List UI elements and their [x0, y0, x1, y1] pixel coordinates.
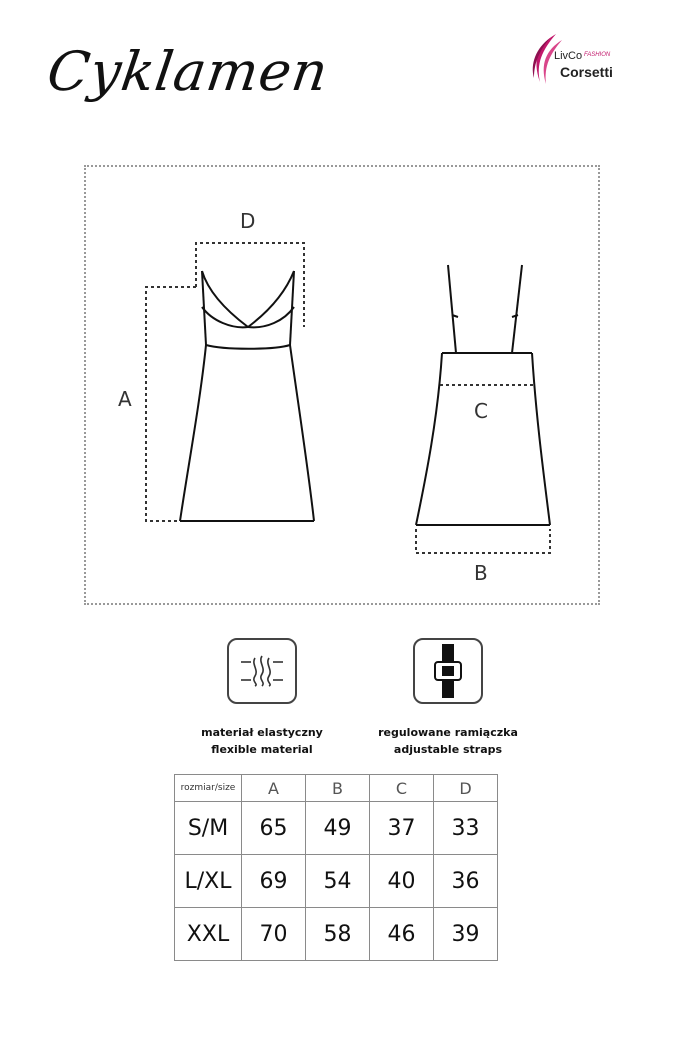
feature-label-en: adjustable straps	[393, 743, 503, 756]
brand-name-line1: LivCo	[554, 50, 583, 62]
dimension-label-a: A	[118, 387, 132, 411]
table-cell: 39	[434, 908, 498, 961]
column-header-b: B	[306, 775, 370, 802]
table-cell: 46	[370, 908, 434, 961]
back-view	[416, 265, 550, 525]
measurement-diagram	[84, 165, 600, 605]
feature-label-pl: materiał elastyczny	[201, 726, 323, 739]
brand-logo	[526, 30, 636, 90]
brand-name-line2: Corsetti	[560, 64, 613, 80]
table-cell: 33	[434, 802, 498, 855]
table-cell: 70	[242, 908, 306, 961]
row-size-label: XXL	[175, 908, 242, 961]
table-cell: 40	[370, 855, 434, 908]
feature-adjustable-straps	[348, 638, 548, 758]
table-cell: 65	[242, 802, 306, 855]
front-view	[180, 271, 314, 521]
size-table-corner: rozmiar/size	[175, 775, 242, 802]
table-cell: 69	[242, 855, 306, 908]
dimension-label-c: C	[474, 399, 488, 423]
column-header-a: A	[242, 775, 306, 802]
adjustable-strap-icon	[413, 638, 483, 704]
front-measure-guides	[146, 243, 304, 521]
table-cell: 49	[306, 802, 370, 855]
row-size-label: S/M	[175, 802, 242, 855]
column-header-c: C	[370, 775, 434, 802]
table-cell: 37	[370, 802, 434, 855]
table-row	[175, 802, 498, 855]
feature-label-pl: regulowane ramiączka	[378, 726, 518, 739]
column-header-d: D	[434, 775, 498, 802]
garment-drawing	[86, 167, 602, 607]
table-cell: 36	[434, 855, 498, 908]
stretch-fabric-icon	[227, 638, 297, 704]
dimension-label-b: B	[474, 561, 488, 585]
feature-flexible-material	[162, 638, 362, 758]
dimension-label-d: D	[240, 209, 256, 233]
row-size-label: L/XL	[175, 855, 242, 908]
table-cell: 54	[306, 855, 370, 908]
size-table-header	[175, 775, 498, 802]
feature-label-en: flexible material	[211, 743, 313, 756]
size-table	[174, 774, 498, 961]
product-title: Cyklamen	[43, 40, 333, 103]
table-cell: 58	[306, 908, 370, 961]
brand-tagline: FASHION	[584, 52, 611, 58]
table-row	[175, 908, 498, 961]
table-row	[175, 855, 498, 908]
